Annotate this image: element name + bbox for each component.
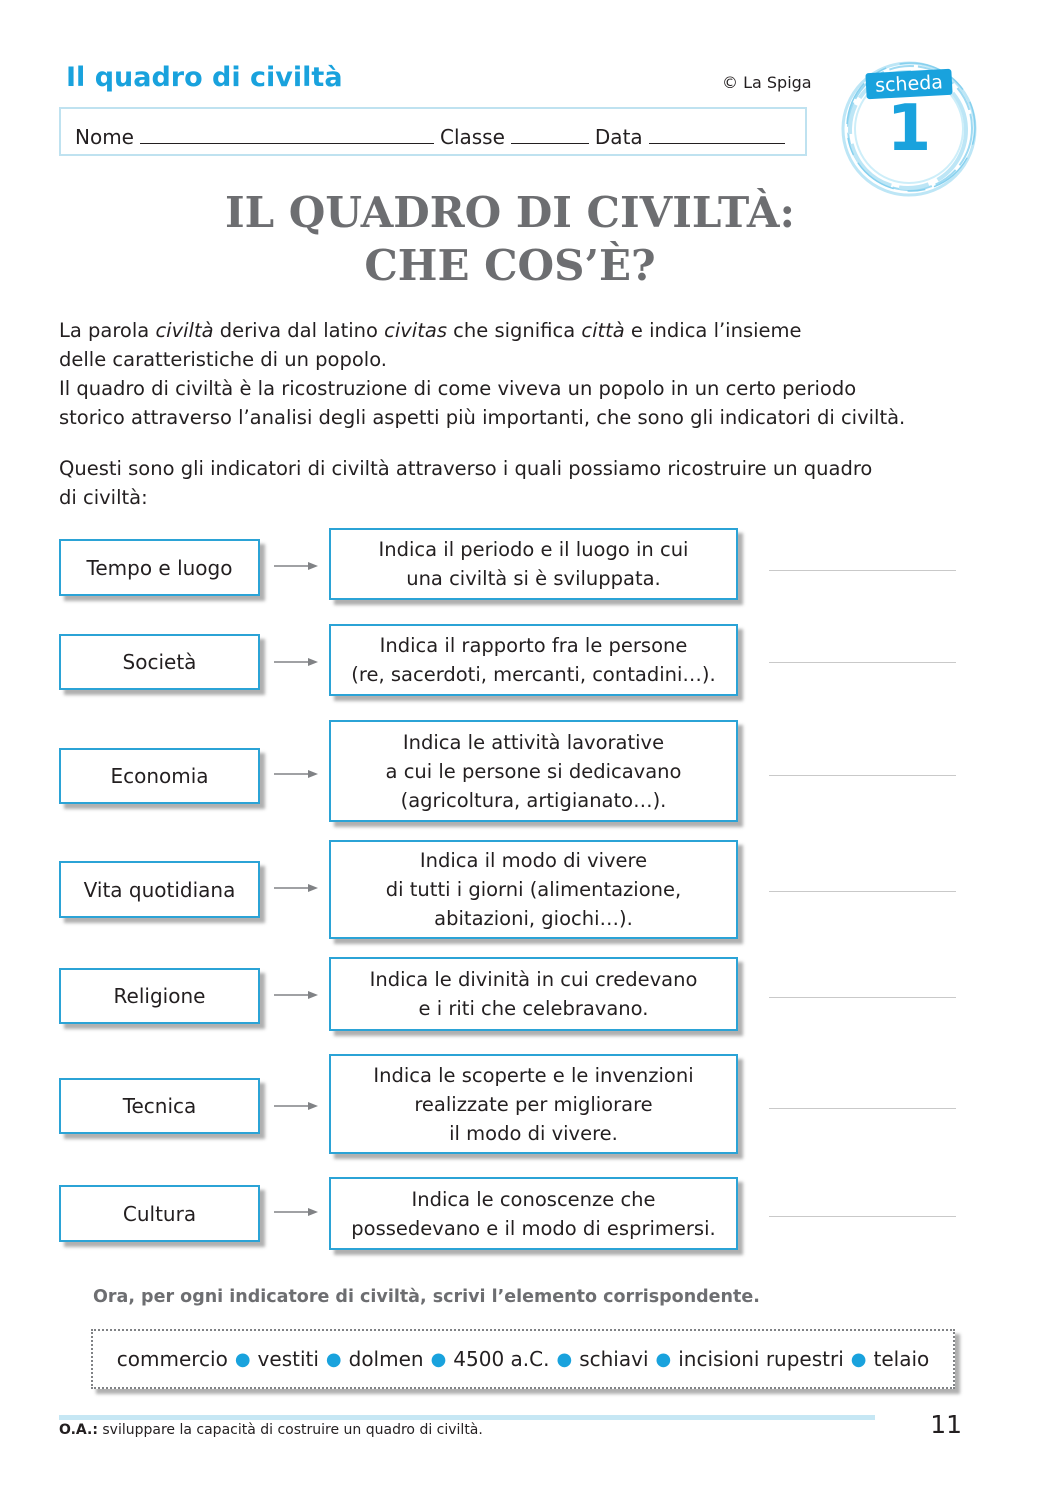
description-box xyxy=(329,1054,738,1154)
arrow-right-icon xyxy=(274,560,318,572)
description-line: abitazioni, giochi…). xyxy=(434,907,633,930)
intro-paragraph-2 xyxy=(59,454,999,512)
description-line: realizzate per migliorare xyxy=(414,1092,653,1116)
arrow-right-icon xyxy=(274,1100,318,1112)
title-line-1: IL QUADRO DI CIVILTÀ: xyxy=(225,188,795,237)
exercise-instruction: Ora, per ogni indicatore di civiltà, scrivi l’elemento corrispondente. xyxy=(93,1287,760,1307)
indicator-label: Tempo e luogo xyxy=(86,555,233,580)
indicator-box xyxy=(59,1078,260,1134)
description-line: Indica il rapporto fra le persone xyxy=(379,634,688,657)
header-title: Il quadro di civiltà xyxy=(66,62,343,93)
word-item: commercio xyxy=(116,1347,228,1371)
description-line: Indica il modo di vivere xyxy=(419,849,648,872)
description-box xyxy=(329,1177,738,1250)
description-line: una civiltà si è sviluppata. xyxy=(406,567,661,590)
intro-text: delle caratteristiche di un popolo. xyxy=(59,348,387,371)
indicator-box xyxy=(59,968,260,1024)
oa-label: O.A.: xyxy=(59,1422,98,1438)
intro-paragraph-1 xyxy=(59,316,999,432)
word-item: dolmen xyxy=(348,1347,424,1371)
word-item: telaio xyxy=(873,1347,930,1371)
bullet-icon: ● xyxy=(655,1348,672,1370)
description-line: Indica le attività lavorative xyxy=(402,730,665,754)
bullet-icon: ● xyxy=(234,1348,251,1370)
bullet-icon: ● xyxy=(430,1348,447,1370)
description-line: (agricoltura, artigianato…). xyxy=(400,788,667,812)
name-label: Nome xyxy=(75,125,134,149)
word-bank xyxy=(91,1329,955,1389)
word-item: 4500 a.C. xyxy=(453,1347,550,1371)
description-line: e i riti che celebravano. xyxy=(418,997,649,1020)
answer-line[interactable] xyxy=(769,1108,956,1109)
description-line: il modo di vivere. xyxy=(449,1121,618,1145)
description-line: possedevano e il modo di esprimersi. xyxy=(351,1216,716,1240)
name-field[interactable] xyxy=(140,130,434,144)
arrow-right-icon xyxy=(274,656,318,668)
description-line: Indica le scoperte e le invenzioni xyxy=(373,1063,694,1087)
description-box xyxy=(329,528,738,600)
description-line: a cui le persone si dedicavano xyxy=(385,759,682,783)
arrow-right-icon xyxy=(274,882,318,894)
word-item: incisioni rupestri xyxy=(678,1347,844,1371)
indicator-box xyxy=(59,539,260,596)
intro-text: di civiltà: xyxy=(59,486,148,509)
intro-text: storico attraverso l’analisi degli aspetti più importanti, che sono gli indicatori di civiltà. xyxy=(59,406,906,429)
description-line: Indica le conoscenze che xyxy=(411,1187,656,1211)
answer-line[interactable] xyxy=(769,662,956,663)
oa-text: sviluppare la capacità di costruire un quadro di civiltà. xyxy=(97,1422,483,1438)
scheda-badge xyxy=(836,56,982,202)
class-field[interactable] xyxy=(511,130,589,144)
page-number: 11 xyxy=(930,1410,962,1439)
footer-divider xyxy=(59,1415,875,1420)
indicator-label: Religione xyxy=(113,984,206,1008)
description-box xyxy=(329,720,738,822)
arrow-right-icon xyxy=(274,1206,318,1218)
intro-text: Questi sono gli indicatori di civiltà attraverso i quali possiamo ricostruire un quadro xyxy=(59,457,873,480)
indicator-label: Tecnica xyxy=(122,1094,197,1118)
badge-label: scheda xyxy=(865,69,952,99)
indicator-label: Economia xyxy=(110,764,209,788)
student-info-box xyxy=(59,107,807,156)
intro-text: che significa xyxy=(446,319,582,342)
answer-line[interactable] xyxy=(769,775,956,776)
intro-text: e indica l’insieme xyxy=(624,319,802,342)
description-line: di tutti i giorni (alimentazione, xyxy=(385,878,682,901)
word-item: vestiti xyxy=(257,1347,319,1371)
answer-line[interactable] xyxy=(769,997,956,998)
indicator-label: Vita quotidiana xyxy=(83,877,236,902)
indicator-label: Cultura xyxy=(122,1201,197,1226)
indicator-box xyxy=(59,1185,260,1242)
arrow-right-icon xyxy=(274,768,318,780)
word-item: schiavi xyxy=(579,1347,649,1371)
answer-line[interactable] xyxy=(769,1216,956,1217)
indicator-box xyxy=(59,748,260,804)
indicator-label: Società xyxy=(122,650,197,674)
class-label: Classe xyxy=(439,125,505,149)
bullet-icon: ● xyxy=(556,1348,573,1370)
date-field[interactable] xyxy=(649,130,785,144)
intro-text: La parola xyxy=(59,319,156,342)
indicator-box xyxy=(59,861,260,918)
bullet-icon: ● xyxy=(850,1348,867,1370)
title-line-2: CHE COS’È? xyxy=(364,241,656,290)
intro-italic: civitas xyxy=(384,319,447,342)
arrow-right-icon xyxy=(274,989,318,1001)
intro-italic: città xyxy=(581,319,625,342)
badge-number: 1 xyxy=(886,92,932,166)
intro-italic: civiltà xyxy=(155,319,214,342)
description-box xyxy=(329,624,738,696)
copyright-notice: © La Spiga xyxy=(722,73,812,92)
description-line: Indica il periodo e il luogo in cui xyxy=(378,538,689,561)
intro-text: Il quadro di civiltà è la ricostruzione di come viveva un popolo in un certo periodo xyxy=(59,377,857,400)
date-label: Data xyxy=(594,125,643,149)
answer-line[interactable] xyxy=(769,891,956,892)
indicator-box xyxy=(59,634,260,690)
bullet-icon: ● xyxy=(325,1348,342,1370)
learning-objective xyxy=(59,1422,483,1438)
description-box xyxy=(329,840,738,939)
page-title xyxy=(0,186,1020,292)
description-line: Indica le divinità in cui credevano xyxy=(369,968,698,991)
answer-line[interactable] xyxy=(769,570,956,571)
description-box xyxy=(329,957,738,1031)
intro-text: deriva dal latino xyxy=(213,319,385,342)
description-line: (re, sacerdoti, mercanti, contadini…). xyxy=(351,663,716,686)
